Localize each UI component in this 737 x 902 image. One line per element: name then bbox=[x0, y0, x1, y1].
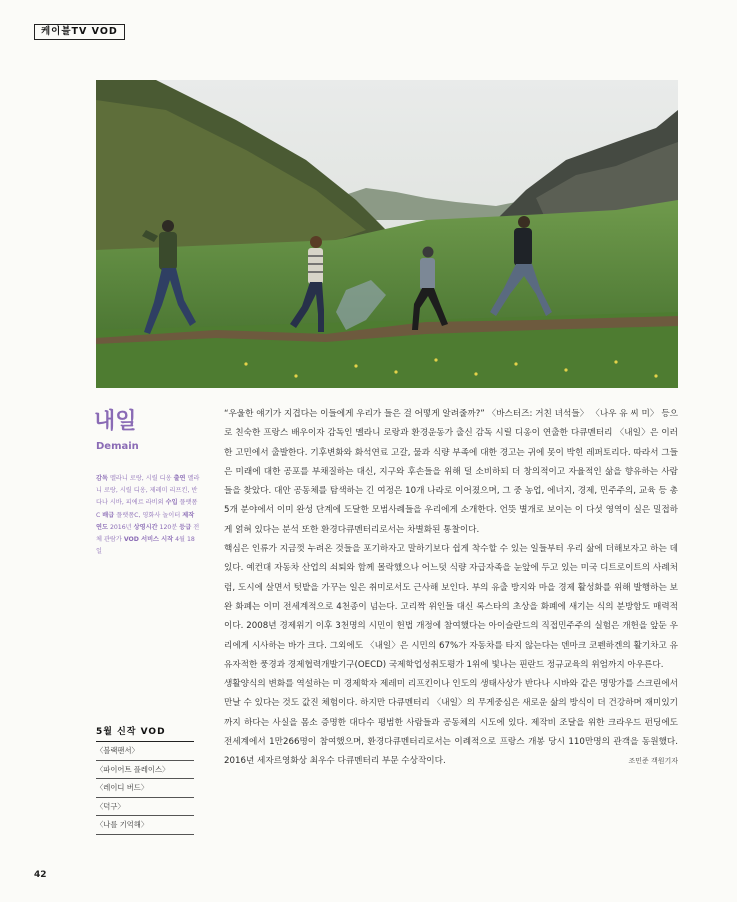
credit-label: 출연 bbox=[173, 475, 186, 482]
credit-label: VOD 서비스 시작 bbox=[123, 536, 174, 544]
credit-value: 플랫폼C, 영화사 놀이터 bbox=[116, 511, 181, 519]
credit-value: 멜라니 로랑, 시릴 디옹, 제레미 리프킨, 반다나 시바, 피에르 라비외 bbox=[96, 475, 200, 507]
credit-label: 등급 bbox=[179, 523, 192, 531]
byline: 조민준 객원기자 bbox=[628, 757, 678, 766]
credit-label: 감독 bbox=[96, 475, 108, 482]
article-paragraph bbox=[224, 675, 678, 771]
vod-list-item: 〈블랙팬서〉 bbox=[96, 742, 194, 761]
film-credits bbox=[96, 473, 200, 558]
vod-list-item: 〈파이어트 플레이스〉 bbox=[96, 761, 194, 780]
credit-label: 수입 bbox=[165, 499, 178, 507]
sidebar-heading: 5월 신작 VOD bbox=[96, 724, 194, 742]
credit-value: 2016년 bbox=[109, 523, 132, 531]
article-paragraph: “우울한 얘기가 지겹다는 이들에게 우리가 들은 걸 어떻게 알려줄까?” 〈바스터즈: 거친 녀석들〉 〈나우 유 씨 미〉 등으로 친숙한 프랑스 배우이자 감독인 멜라니 로랑과 환경운동가 출신 감독 시릴 디옹이 연출한 다큐멘터리 〈내일〉은 이러한 고민에서 출발한다. 기후변화와 화석연료 고갈, 물과 식량 부족에 대한 경고는 귀에 못이 박힌 레퍼토리다. 따라서 그들은 미래에 대한 공포를 부채질하는 대신, 지구와 후손들을 위해 덜 소비하되 더 창의적이고 자율적인 삶을 향유하는 사람들을 찾았다. 대안 공동체를 탐색하는 긴 여정은 10개 나라로 이어졌으며, 그 중 농업, 에너지, 경제, 민주주의, 교육 등 총 5개 분야에서 이미 완성 단계에 도달한 모범사례들을 우리에게 소개한다. 언뜻 별개로 보이는 이 다섯 영역이 실은 밀접하게 얽혀 있다는 분석 또한 환경다큐멘터리로서는 차별화된 통찰이다. bbox=[224, 409, 678, 535]
vod-list-item: 〈레이디 버드〉 bbox=[96, 779, 194, 798]
credit-value: 멜라니 로랑, 시릴 디옹 bbox=[109, 475, 172, 482]
article-paragraph-text: 생활양식의 변화를 역설하는 미 경제학자 제레미 리프킨이나 인도의 생태사상가 반다나 시바와 같은 명망가를 스크린에서 만날 수 있다는 것도 값진 체험이다. 하지만 다큐멘터리 〈내일〉의 무게중심은 새로운 삶의 방식이 더 건강하며 재미있기까지 하다는 사실을 몸소 증명한 대다수 평범한 사람들과 공동체의 시도에 있다. 제작비 조달을 위한 크라우드 펀딩에도 전세계에서 1만266명이 참여했으며, 환경다큐멘터리로서는 이례적으로 프랑스 개봉 당시 110만명의 관객을 동원했다. 2016년 세자르영화상 최우수 다큐멘터리 부문 수상작이다. bbox=[224, 679, 678, 767]
credit-label: 배급 bbox=[102, 511, 115, 519]
credit-label: 제작연도 bbox=[96, 511, 195, 531]
section-label: 케이블TV VOD bbox=[34, 24, 125, 40]
vod-list-item: 〈덕구〉 bbox=[96, 798, 194, 817]
film-still-photo bbox=[96, 80, 678, 388]
page-number: 42 bbox=[34, 870, 47, 880]
film-subtitle: Demain bbox=[96, 441, 139, 452]
vod-list-item: 〈나를 기억해〉 bbox=[96, 816, 194, 835]
new-vod-list bbox=[96, 742, 194, 835]
credit-value: 전체 관람가 bbox=[96, 523, 200, 544]
credit-value: 4월 18일 bbox=[96, 536, 195, 556]
credit-value: 플랫폼C bbox=[96, 499, 198, 519]
article-paragraph: 핵심은 인류가 지금껏 누려온 것들을 포기하자고 말하기보다 쉽게 착수할 수 있는 일들부터 우리 삶에 더해보자고 하는 데 있다. 예컨대 자동차 산업의 쇠퇴와 함께 몰락했으나 어느덧 식량 자급자족을 눈앞에 두고 있는 미국 디트로이트의 사례처럼, 도시에 살면서 텃밭을 가꾸는 일은 취미로서도 근사해 보인다. 부의 유출 방지와 마을 경제 활성화를 위해 발행하는 보완 화폐는 이미 전세계적으로 4천종이 넘는다. 고리짝 위인들 대신 록스타의 초상을 화폐에 새기는 식의 분방함도 매력적이다. 2008년 경제위기 이후 3천명의 시민이 헌법 개정에 참여했다는 아이슬란드의 직접민주주의 실험은 개헌을 앞둔 우리에게 시사하는 바가 크다. 그외에도 〈내일〉은 시민의 67%가 자동차를 타지 않는다는 덴마크 코펜하겐의 활기차고 유유자적한 풍경과 경제협력개발기구(OECD) 국제학업성취도평가 1위에 빛나는 핀란드 정규교육의 위엄까지 아우른다. bbox=[224, 544, 678, 670]
film-title: 내일 bbox=[94, 409, 137, 434]
new-vod-sidebar bbox=[96, 724, 194, 835]
credit-value: 120분 bbox=[159, 523, 178, 531]
credit-label: 상영시간 bbox=[133, 523, 158, 531]
article-body bbox=[224, 405, 678, 772]
